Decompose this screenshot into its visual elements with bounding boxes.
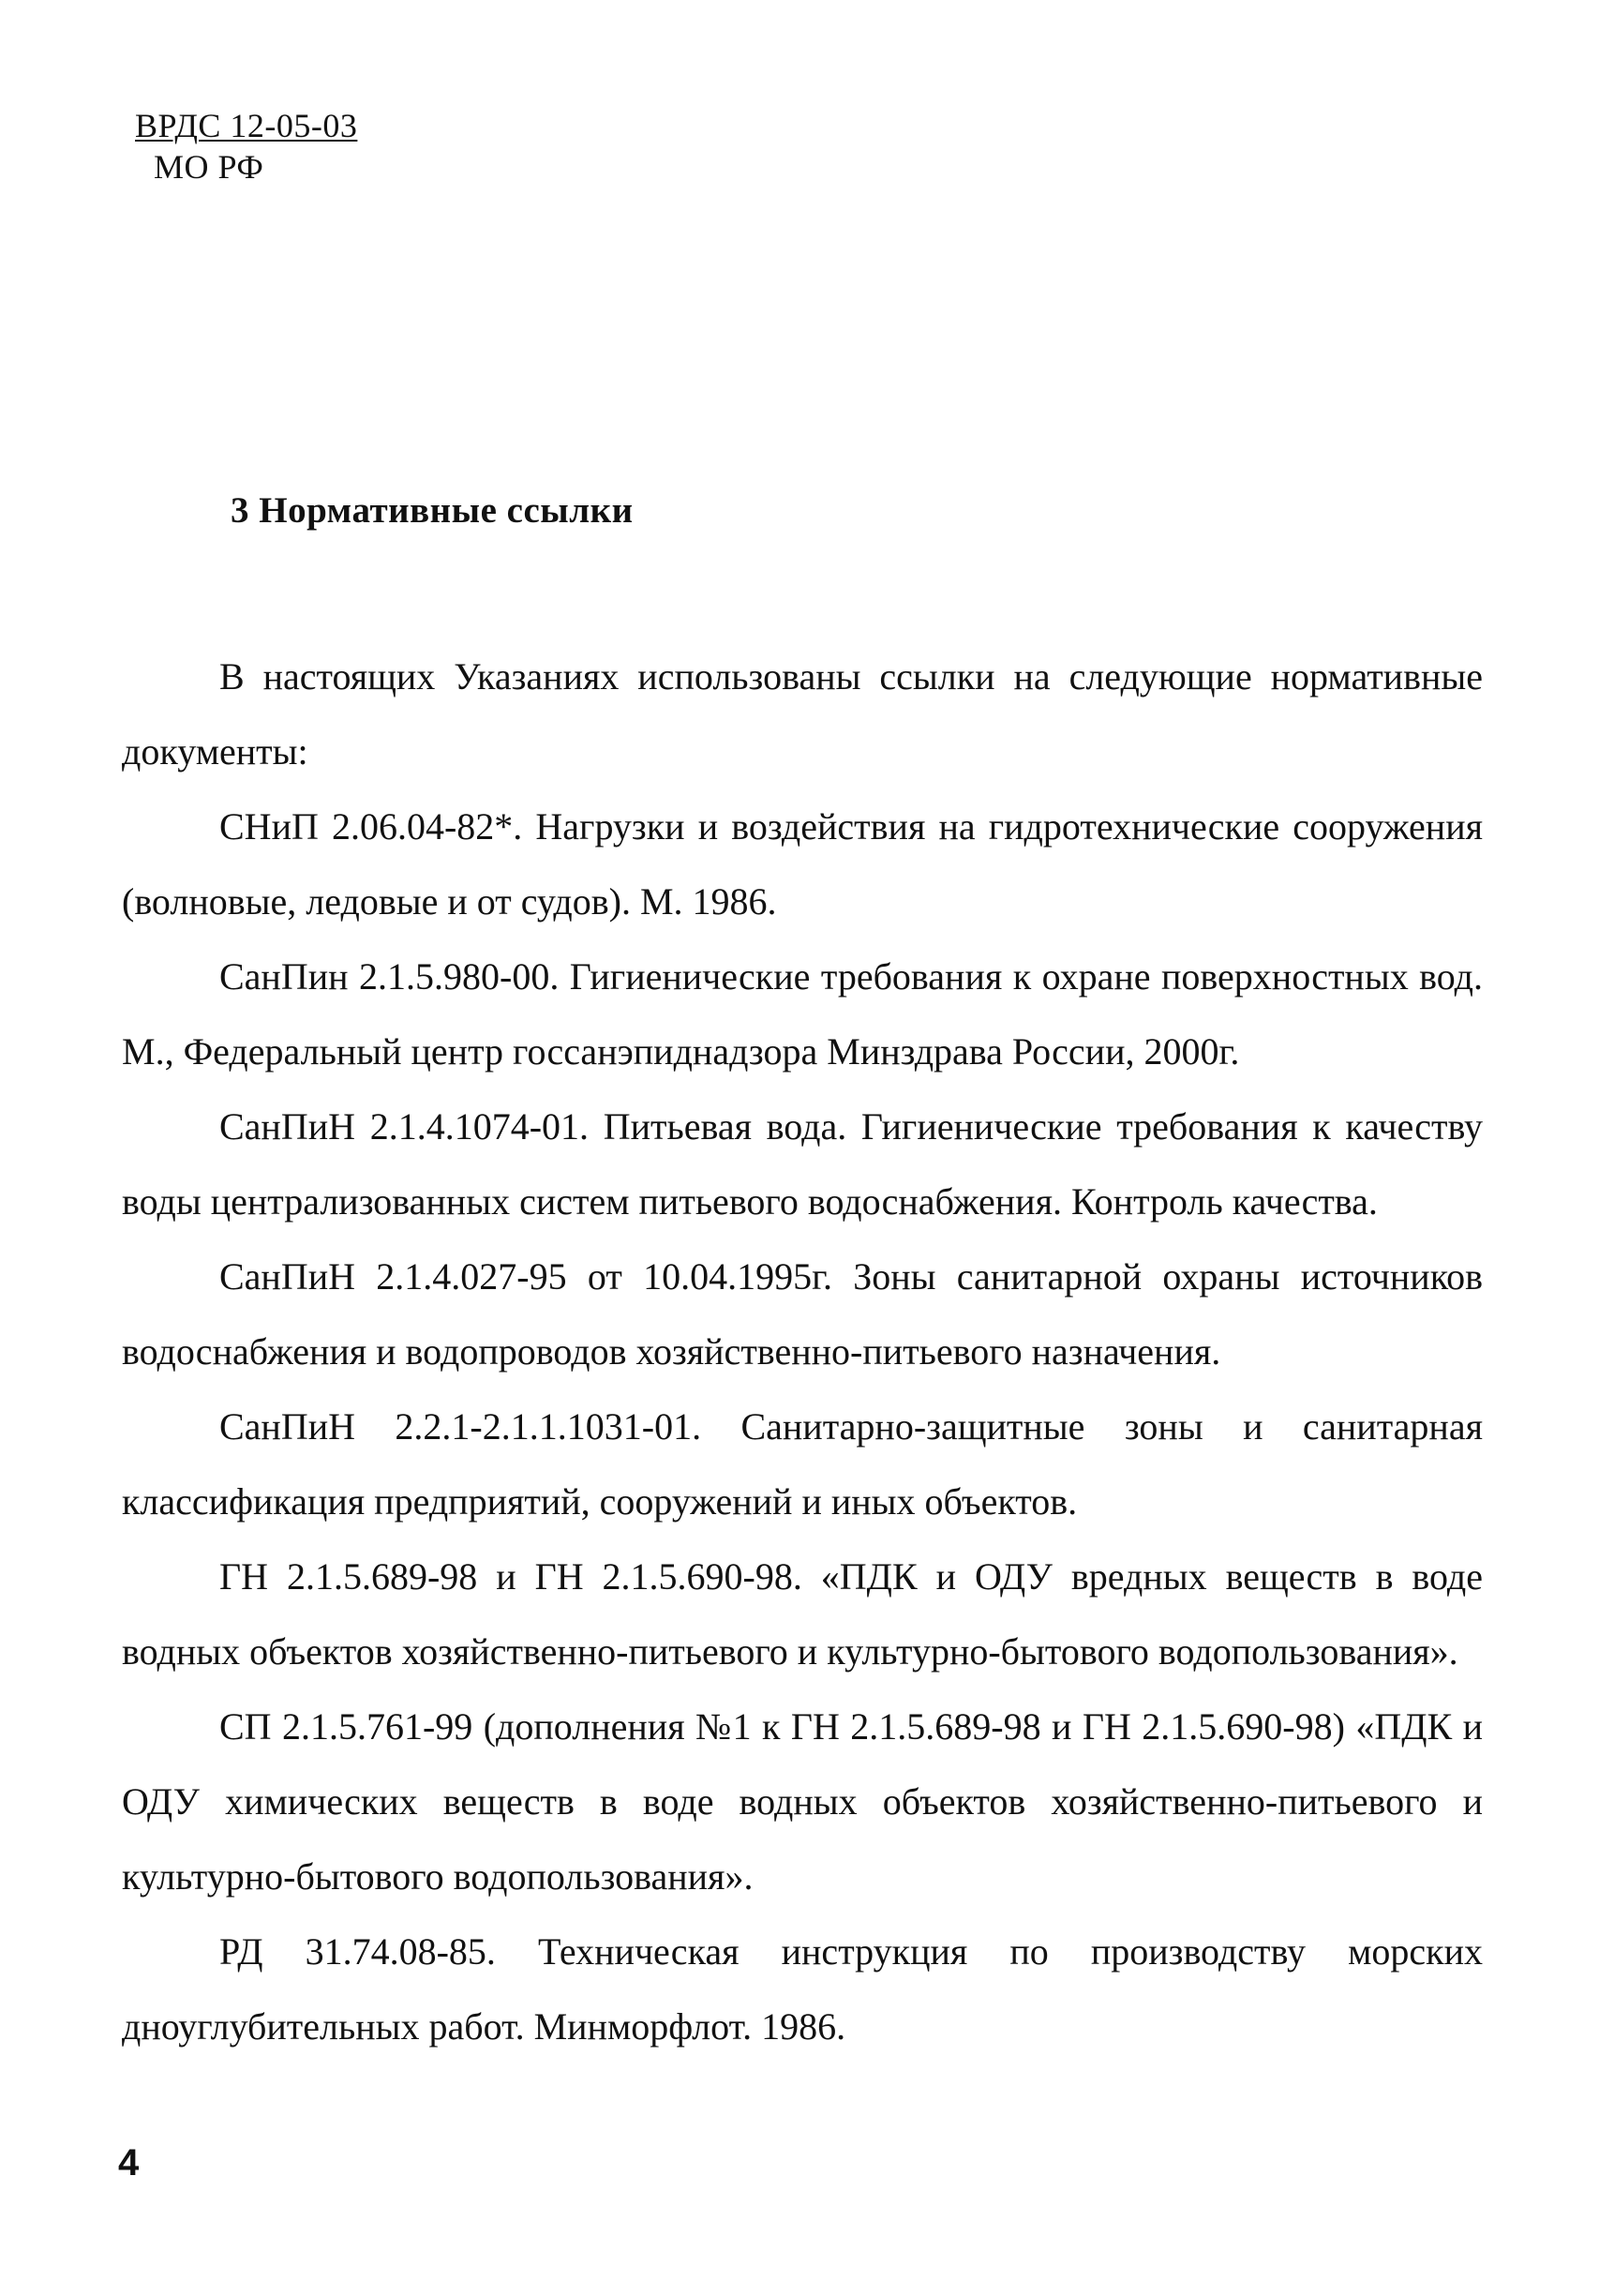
reference-sanpin-2-2-1-2-1-1-1031-01: СанПиН 2.2.1-2.1.1.1031-01. Санитарно-защитные зоны и санитарная классификация предприятий, сооружений и иных объектов. (122, 1405, 1483, 1523)
reference-sp-2-1-5-761-99: СП 2.1.5.761-99 (дополнения №1 к ГН 2.1.5.689-98 и ГН 2.1.5.690-98) «ПДК и ОДУ химических веществ в воде водных объектов хозяйственно-питьевого и культурно-бытового водопользования». (122, 1705, 1483, 1898)
reference-snip-2-06-04-82: СНиП 2.06.04-82*. Нагрузки и воздействия на гидротехнические сооружения (волновые, ледовые и от судов). М. 1986. (122, 805, 1483, 923)
document-header (135, 105, 357, 188)
organization-name: МО РФ (154, 148, 264, 186)
reference-sanpin-2-1-4-027-95: СанПиН 2.1.4.027-95 от 10.04.1995г. Зоны санитарной охраны источников водоснабжения и водопроводов хозяйственно-питьевого назначения. (122, 1255, 1483, 1373)
reference-sanpin-2-1-4-1074-01: СанПиН 2.1.4.1074-01. Питьевая вода. Гигиенические требования к качеству воды централизованных систем питьевого водоснабжения. Контроль качества. (122, 1105, 1483, 1223)
reference-sanpin-2-1-5-980-00: СанПин 2.1.5.980-00. Гигиенические требования к охране поверхностных вод. М., Федеральный центр госсанэпиднадзора Минздрава России, 2000г. (122, 955, 1483, 1073)
section-title: 3 Нормативные ссылки (231, 490, 634, 531)
intro-paragraph: В настоящих Указаниях использованы ссылки на следующие нормативные документы: (122, 655, 1483, 773)
reference-gn-2-1-5-689-98: ГН 2.1.5.689-98 и ГН 2.1.5.690-98. «ПДК и ОДУ вредных веществ в воде водных объектов хозяйственно-питьевого и культурно-бытового водопользования». (122, 1555, 1483, 1673)
section-body (122, 639, 1483, 2064)
reference-rd-31-74-08-85: РД 31.74.08-85. Техническая инструкция по производству морских дноуглубительных работ. Минморфлот. 1986. (122, 1930, 1483, 2048)
document-code: ВРДС 12-05-03 (135, 107, 358, 144)
page-number: 4 (118, 2142, 140, 2183)
